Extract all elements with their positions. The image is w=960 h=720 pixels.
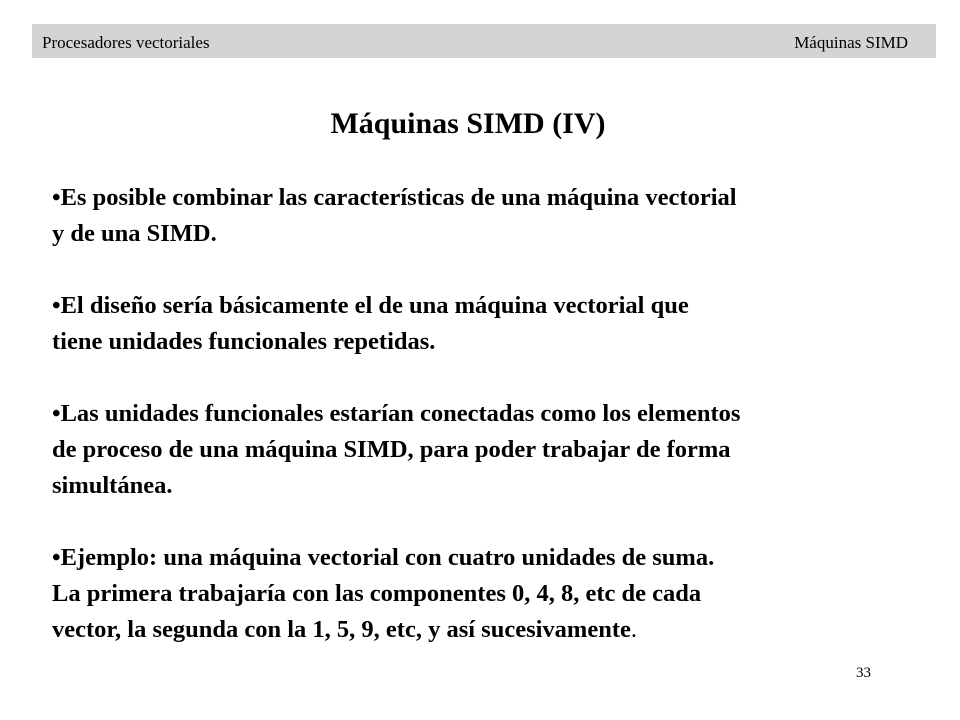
bullet-line: •Es posible combinar las características de una máquina vectorial	[52, 184, 737, 211]
bullet-point	[52, 540, 952, 648]
bullet-line: simultánea.	[52, 472, 173, 499]
bullet-point	[52, 288, 952, 360]
bullet-line: •Las unidades funcionales estarían conectadas como los elementos	[52, 400, 741, 427]
bullet-line: •El diseño sería básicamente el de una máquina vectorial que	[52, 292, 689, 319]
bullet-line: •Ejemplo: una máquina vectorial con cuatro unidades de suma.	[52, 544, 715, 571]
bullet-line-last	[52, 612, 952, 648]
slide-body	[52, 180, 952, 648]
trailing-period: .	[630, 616, 637, 643]
bullet-line: La primera trabajaría con las componentes 0, 4, 8, etc de cada	[52, 580, 702, 607]
bullet-line: de proceso de una máquina SIMD, para poder trabajar de forma	[52, 436, 731, 463]
slide-title: Máquinas SIMD (IV)	[330, 107, 606, 140]
bullet-line: y de una SIMD.	[52, 220, 217, 247]
slide-header-bar	[32, 24, 936, 58]
bullet-point	[52, 396, 952, 504]
bullet-line: tiene unidades funcionales repetidas.	[52, 328, 436, 355]
header-section-label: Procesadores vectoriales	[42, 33, 210, 52]
bullet-point	[52, 180, 952, 252]
page-number: 33	[856, 665, 871, 681]
header-topic-label: Máquinas SIMD	[794, 33, 908, 52]
bullet-line-text: vector, la segunda con la 1, 5, 9, etc, y así sucesivamente	[52, 616, 631, 643]
